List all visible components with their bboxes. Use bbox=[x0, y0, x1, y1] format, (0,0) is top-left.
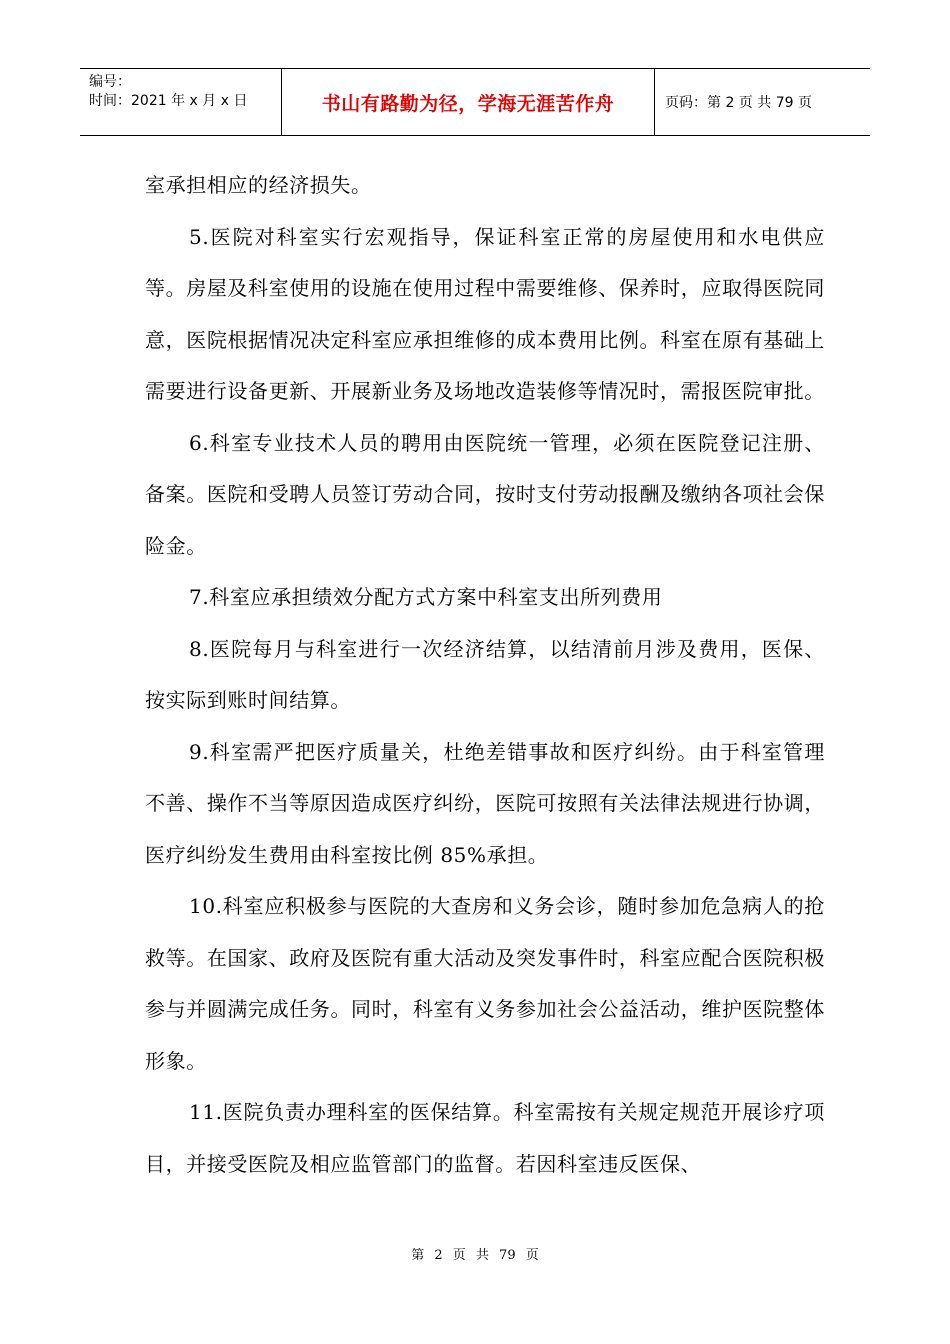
document-number-label: 编号： bbox=[89, 74, 131, 90]
paragraph-item-11: 11.医院负责办理科室的医保结算。科室需按有关规定规范开展诊疗项目，并接受医院及相应监管部门的监督。若因科室违反医保、 bbox=[145, 1100, 825, 1176]
page-header bbox=[80, 68, 870, 136]
paragraph-item-5: 5.医院对科室实行宏观指导，保证科室正常的房屋使用和水电供应等。房屋及科室使用的设施在使用过程中需要维修、保养时，应取得医院同意，医院根据情况决定科室应承担维修的成本费用比例。科室在原有基础上需要进行设备更新、开展新业务及场地改造装修等情况时，需报医院审批。 bbox=[145, 224, 825, 403]
header-motto-cell bbox=[282, 69, 655, 135]
header-motto: 书山有路勤为径，学海无涯苦作舟 bbox=[321, 92, 615, 115]
paragraph-item-8: 8.医院每月与科室进行一次经济结算，以结清前月涉及费用，医保、按实际到账时间结算。 bbox=[145, 636, 825, 712]
paragraph-item-10: 10.科室应积极参与医院的大查房和义务会诊，随时参加危急病人的抢救等。在国家、政府及医院有重大活动及突发事件时，科室应配合医院积极参与并圆满完成任务。同时，科室有义务参加社会公益活动，维护医院整体形象。 bbox=[145, 894, 825, 1073]
header-page-code: 页码：第 2 页 共 79 页 bbox=[665, 95, 812, 111]
paragraph-item-6: 6.科室专业技术人员的聘用由医院统一管理，必须在医院登记注册、备案。医院和受聘人员签订劳动合同，按时支付劳动报酬及缴纳各项社会保险金。 bbox=[145, 430, 825, 558]
paragraph-continuation: 室承担相应的经济损失。 bbox=[145, 173, 372, 197]
paragraph-item-7: 7.科室应承担绩效分配方式方案中科室支出所列费用 bbox=[189, 585, 663, 609]
paragraph-item-9: 9.科室需严把医疗质量关，杜绝差错事故和医疗纠纷。由于科室管理不善、操作不当等原因造成医疗纠纷，医院可按照有关法律法规进行协调，医疗纠纷发生费用由科室按比例 85%承担。 bbox=[145, 739, 825, 867]
header-page-code-cell bbox=[655, 69, 870, 135]
header-meta bbox=[80, 69, 282, 135]
page-footer bbox=[0, 1244, 950, 1263]
document-body bbox=[145, 160, 825, 1190]
footer-page-number: 第 2 页 共 79 页 bbox=[411, 1248, 539, 1263]
document-date: 时间：2021 年 x 月 x 日 bbox=[89, 93, 248, 109]
